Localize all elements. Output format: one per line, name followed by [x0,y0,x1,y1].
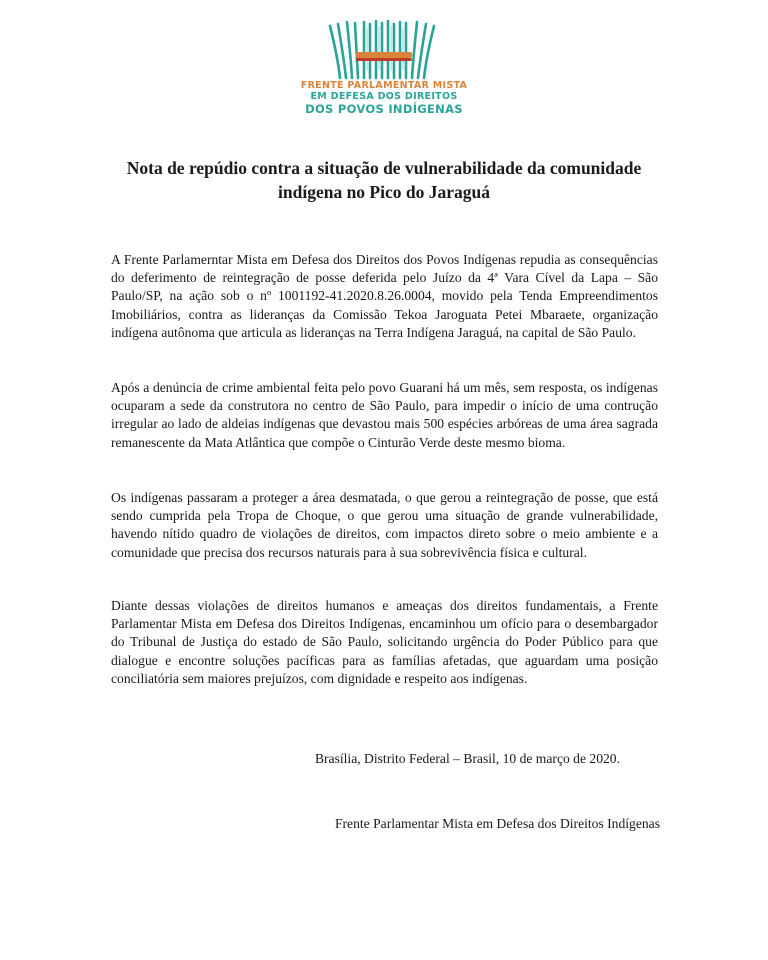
paragraph-2: Após a denúncia de crime ambiental feita pelo povo Guarani há um mês, sem resposta, os indígenas ocuparam a sede da construtora no centro de São Paulo, para impedir o início de uma contrução irregular ao lado de aldeias indígenas que devastou mais 500 espécies arbóreas de uma área sagrada remanescente da Mata Atlântica que compõe o Cinturão Verde deste mesmo bioma. [111,380,658,450]
signature-line: Frente Parlamentar Mista em Defesa dos Direitos Indígenas [334,816,660,831]
organization-logo [272,20,496,116]
document-title [110,156,658,204]
feather-bundle-logo-icon [326,20,442,82]
title-line-2: indígena no Pico do Jaraguá [278,182,490,202]
paragraph-3: Os indígenas passaram a proteger a área desmatada, o que gerou a reintegração de posse, que está sendo cumprida pela Tropa de Choque, o que gerou uma situação de grande vulnerabilidade, havendo nítido quadro de violações de direitos, com impactos direto sobre o meio ambiente e a comunidade que precisa dos recursos naturais para à sua sobrevivência física e cultural. [111,490,658,560]
paragraph-4: Diante dessas violações de direitos humanos e ameaças dos direitos fundamentais, a Frente Parlamentar Mista em Defesa dos Direitos Indígenas, encaminhou um ofício para o desembargador do Tribunal de Justiça do estado de São Paulo, solicitando urgência do Poder Público para que dialogue e encontre soluções pacíficas para as famílias afetadas, que aguardam uma posição conciliatória sem maiores prejuízos, com dignidade e respeito aos indígenas. [111,598,658,686]
logo-text-line-2: EM DEFESA DOS DIREITOS [310,91,458,102]
paragraph-1: A Frente Parlamerntar Mista em Defesa dos Direitos dos Povos Indígenas repudia as consequências do deferimento de reintegração de posse deferida pelo Juízo da 4ª Vara Cível da Lapa – São Paulo/SP, na ação sob o nº 1001192-41.2020.8.26.0004, movido pela Tenda Empreendimentos Imobiliários, contra as lideranças da Comissão Tekoa Jaroguata Petei Mbaraete, organização indígena autônoma que articula as lideranças na Terra Indígena Jaraguá, na capital de São Paulo. [111,252,658,340]
title-line-1: Nota de repúdio contra a situação de vulnerabilidade da comunidade [126,158,642,178]
logo-text-line-1: FRENTE PARLAMENTAR MISTA [300,80,468,91]
logo-text-line-3: DOS POVOS INDÍGENAS [305,102,463,116]
place-and-date: Brasília, Distrito Federal – Brasil, 10 de março de 2020. [314,751,620,766]
